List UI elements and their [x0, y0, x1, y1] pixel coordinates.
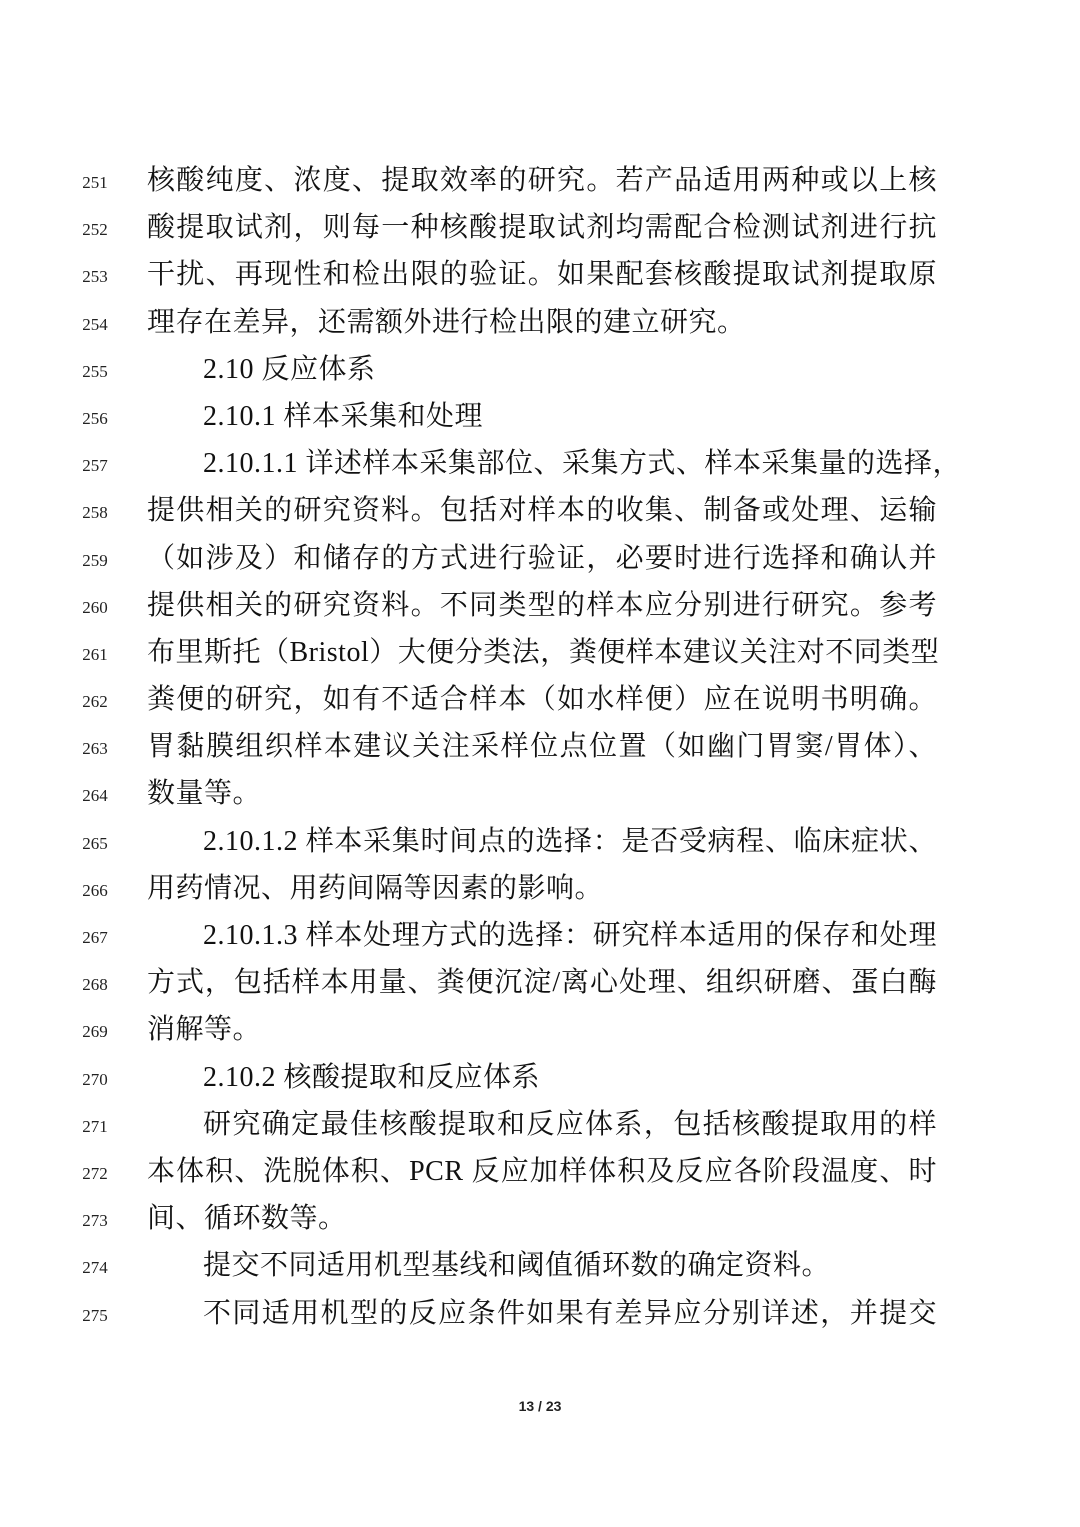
line-number: 260: [82, 597, 108, 617]
line-text: 数量等。: [147, 778, 262, 810]
line-number: 272: [82, 1163, 108, 1183]
line-number: 256: [82, 408, 108, 428]
text-line: [0, 1195, 1080, 1242]
text-line: [0, 959, 1080, 1006]
line-number: 259: [82, 550, 108, 570]
line-text: 酸提取试剂，则每一种核酸提取试剂均需配合检测试剂进行抗: [147, 212, 937, 244]
line-text: 理存在差异，还需额外进行检出限的建立研究。: [147, 306, 746, 338]
line-text: 提供相关的研究资料。包括对样本的收集、制备或处理、运输: [147, 495, 937, 527]
line-text: 2.10.2 核酸提取和反应体系: [203, 1061, 541, 1093]
line-text: 本体积、洗脱体积、PCR 反应加样体积及反应各阶段温度、时: [147, 1155, 937, 1187]
line-number: 253: [82, 267, 108, 287]
text-line: [0, 1101, 1080, 1148]
line-number: 268: [82, 975, 108, 995]
text-line: [0, 629, 1080, 676]
text-line: [0, 770, 1080, 817]
text-line: [0, 1290, 1080, 1337]
line-text: 2.10.1.1 详述样本采集部位、采集方式、样本采集量的选择，: [203, 448, 962, 480]
text-line: [0, 346, 1080, 393]
line-text: 方式，包括样本用量、粪便沉淀/离心处理、组织研磨、蛋白酶: [147, 967, 937, 999]
line-text: 提交不同适用机型基线和阈值循环数的确定资料。: [203, 1250, 831, 1282]
text-line: [0, 1148, 1080, 1195]
line-number: 273: [82, 1211, 108, 1231]
line-text: （如涉及）和储存的方式进行验证，必要时进行选择和确认并: [147, 542, 937, 574]
line-text: 研究确定最佳核酸提取和反应体系，包括核酸提取用的样: [203, 1108, 937, 1140]
line-text: 粪便的研究，如有不适合样本（如水样便）应在说明书明确。: [147, 684, 937, 716]
line-text: 不同适用机型的反应条件如果有差异应分别详述，并提交: [203, 1297, 937, 1329]
line-number: 265: [82, 833, 108, 853]
line-number: 264: [82, 786, 108, 806]
line-number: 262: [82, 692, 108, 712]
text-line: [0, 535, 1080, 582]
line-text: 2.10.1 样本采集和处理: [203, 400, 484, 432]
text-line: [0, 1054, 1080, 1101]
text-line: [0, 676, 1080, 723]
line-text: 间、循环数等。: [147, 1203, 347, 1235]
line-text: 布里斯托（Bristol）大便分类法，粪便样本建议关注对不同类型: [147, 636, 940, 668]
text-line: [0, 251, 1080, 298]
text-line: [0, 582, 1080, 629]
line-number: 263: [82, 739, 108, 759]
line-number: 269: [82, 1022, 108, 1042]
line-number: 254: [82, 314, 108, 334]
line-number: 270: [82, 1069, 108, 1089]
line-number: 255: [82, 361, 108, 381]
line-number: 251: [82, 173, 108, 192]
document-body: [0, 157, 1080, 1337]
line-text: 2.10 反应体系: [203, 353, 376, 385]
line-number: 266: [82, 880, 108, 900]
line-text: 消解等。: [147, 1014, 262, 1046]
line-text: 胃黏膜组织样本建议关注采样位点位置（如幽门胃窦/胃体）、: [147, 731, 937, 763]
text-line: [0, 865, 1080, 912]
text-line: [0, 487, 1080, 534]
line-text: 干扰、再现性和检出限的验证。如果配套核酸提取试剂提取原: [147, 259, 937, 291]
line-number: 258: [82, 503, 108, 523]
line-number: 271: [82, 1116, 108, 1136]
text-line: [0, 157, 1080, 204]
line-text: 提供相关的研究资料。不同类型的样本应分别进行研究。参考: [147, 589, 937, 621]
text-line: [0, 1242, 1080, 1289]
line-text: 2.10.1.2 样本采集时间点的选择：是否受病程、临床症状、: [203, 825, 937, 857]
line-number: 274: [82, 1258, 108, 1278]
line-number: 267: [82, 928, 108, 947]
line-number: 252: [82, 220, 108, 240]
text-line: [0, 723, 1080, 770]
text-line: [0, 440, 1080, 487]
line-number: 257: [82, 456, 108, 476]
page-number: 13 / 23: [518, 1398, 562, 1414]
text-line: [0, 299, 1080, 346]
text-line: [0, 204, 1080, 251]
line-number: 275: [82, 1305, 108, 1325]
text-line: [0, 912, 1080, 959]
line-text: 用药情况、用药间隔等因素的影响。: [147, 872, 604, 904]
line-number: 261: [82, 644, 108, 664]
line-text: 核酸纯度、浓度、提取效率的研究。若产品适用两种或以上核: [147, 165, 937, 196]
text-line: [0, 1006, 1080, 1053]
text-line: [0, 393, 1080, 440]
line-text: 2.10.1.3 样本处理方式的选择：研究样本适用的保存和处理: [203, 920, 937, 951]
text-line: [0, 818, 1080, 865]
